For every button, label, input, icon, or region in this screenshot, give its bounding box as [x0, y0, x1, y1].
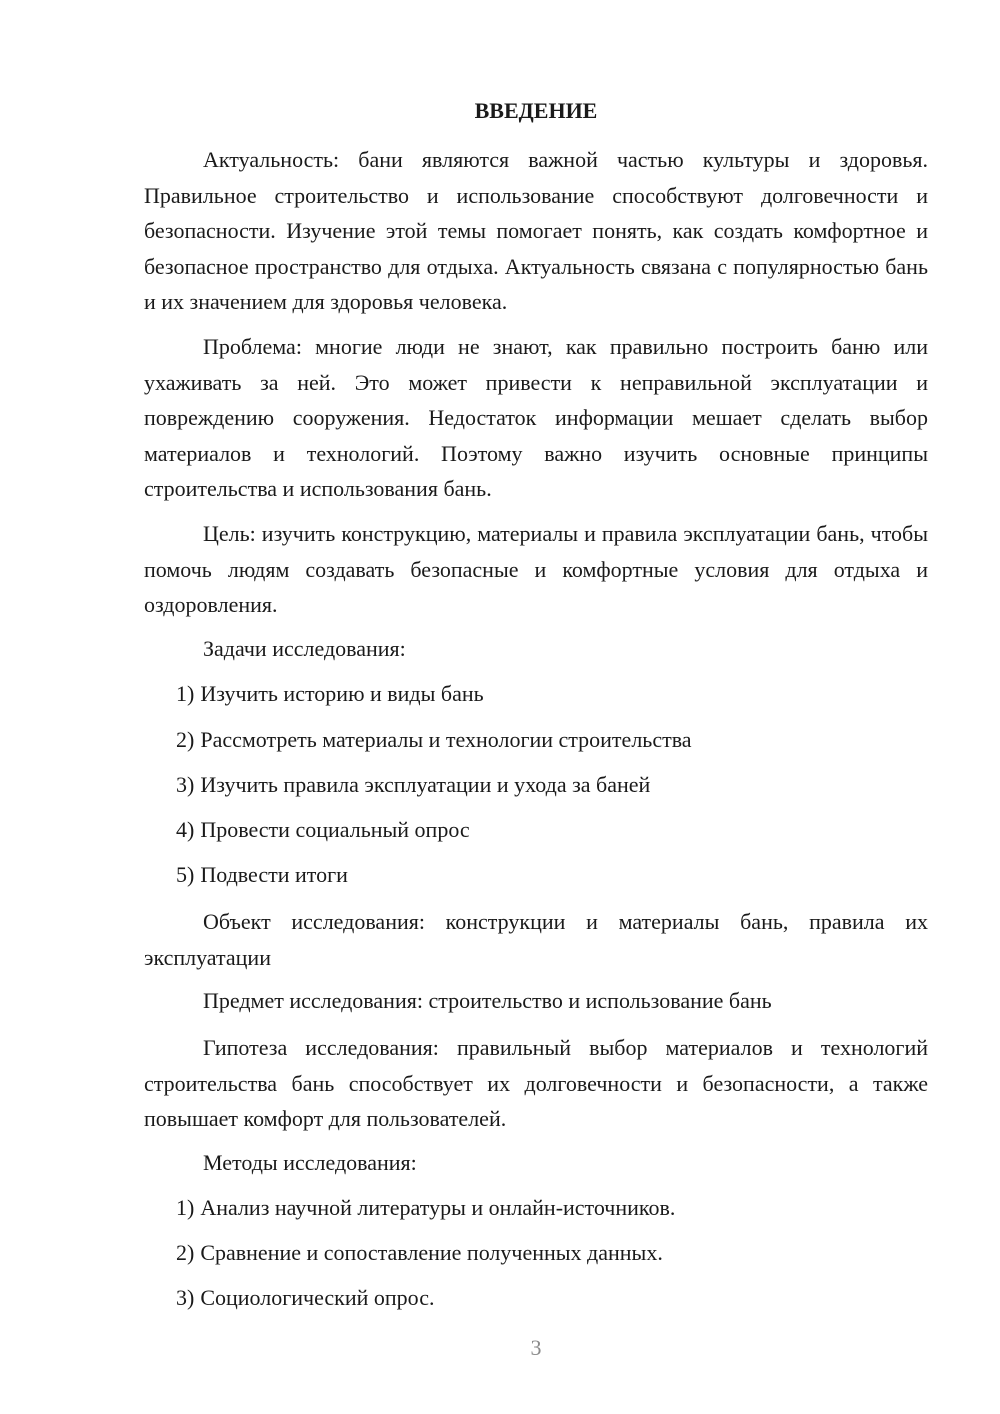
- method-item: [176, 1283, 435, 1313]
- method-number: 1): [176, 1195, 195, 1220]
- method-item: [176, 1193, 675, 1223]
- task-item: [176, 815, 470, 845]
- task-number: 3): [176, 772, 195, 797]
- task-text: Изучить историю и виды бань: [200, 681, 484, 706]
- problem-paragraph: Проблема: многие люди не знают, как правильно построить баню или ухаживать за ней. Это может привести к неправильной эксплуатации и повреждению сооружения. Недостаток информации мешает сделать выбор материалов и технологий. Поэтому важно изучить основные принципы строительства и использования бань.: [144, 334, 928, 501]
- method-number: 3): [176, 1285, 195, 1310]
- task-text: Провести социальный опрос: [200, 817, 470, 842]
- hypothesis-paragraph: Гипотеза исследования: правильный выбор материалов и технологий строительства бань способствует их долговечности и безопасности, а также повышает комфорт для пользователей.: [144, 1035, 928, 1131]
- object-paragraph: Объект исследования: конструкции и материалы бань, правила их эксплуатации: [144, 909, 928, 970]
- task-text: Изучить правила эксплуатации и ухода за баней: [200, 772, 651, 797]
- tasks-heading: Задачи исследования:: [203, 636, 406, 661]
- relevance-paragraph: Актуальность: бани являются важной частью культуры и здоровья. Правильное строительство и использование способствуют долговечности и безопасности. Изучение этой темы помогает понять, как создать комфортное и безопасное пространство для отдыха. Актуальность связана с популярностью бань и их значением для здоровья человека.: [144, 147, 928, 314]
- goal-paragraph: Цель: изучить конструкцию, материалы и правила эксплуатации бань, чтобы помочь людям создавать безопасные и комфортные условия для отдыха и оздоровления.: [144, 521, 928, 617]
- task-number: 2): [176, 727, 195, 752]
- method-text: Социологический опрос.: [200, 1285, 435, 1310]
- subject-line: Предмет исследования: строительство и использование бань: [203, 988, 772, 1013]
- page-title: ВВЕДЕНИЕ: [474, 98, 598, 123]
- methods-heading: Методы исследования:: [203, 1150, 417, 1175]
- method-text: Анализ научной литературы и онлайн-источников.: [200, 1195, 676, 1220]
- method-text: Сравнение и сопоставление полученных данных.: [200, 1240, 663, 1265]
- method-number: 2): [176, 1240, 195, 1265]
- task-item: [176, 679, 484, 709]
- task-item: [176, 770, 650, 800]
- task-text: Рассмотреть материалы и технологии строительства: [200, 727, 692, 752]
- task-item: [176, 725, 692, 755]
- method-item: [176, 1238, 663, 1268]
- task-number: 4): [176, 817, 195, 842]
- page-number: 3: [530, 1335, 542, 1360]
- task-number: 5): [176, 862, 195, 887]
- task-number: 1): [176, 681, 195, 706]
- task-text: Подвести итоги: [200, 862, 348, 887]
- task-item: [176, 860, 348, 890]
